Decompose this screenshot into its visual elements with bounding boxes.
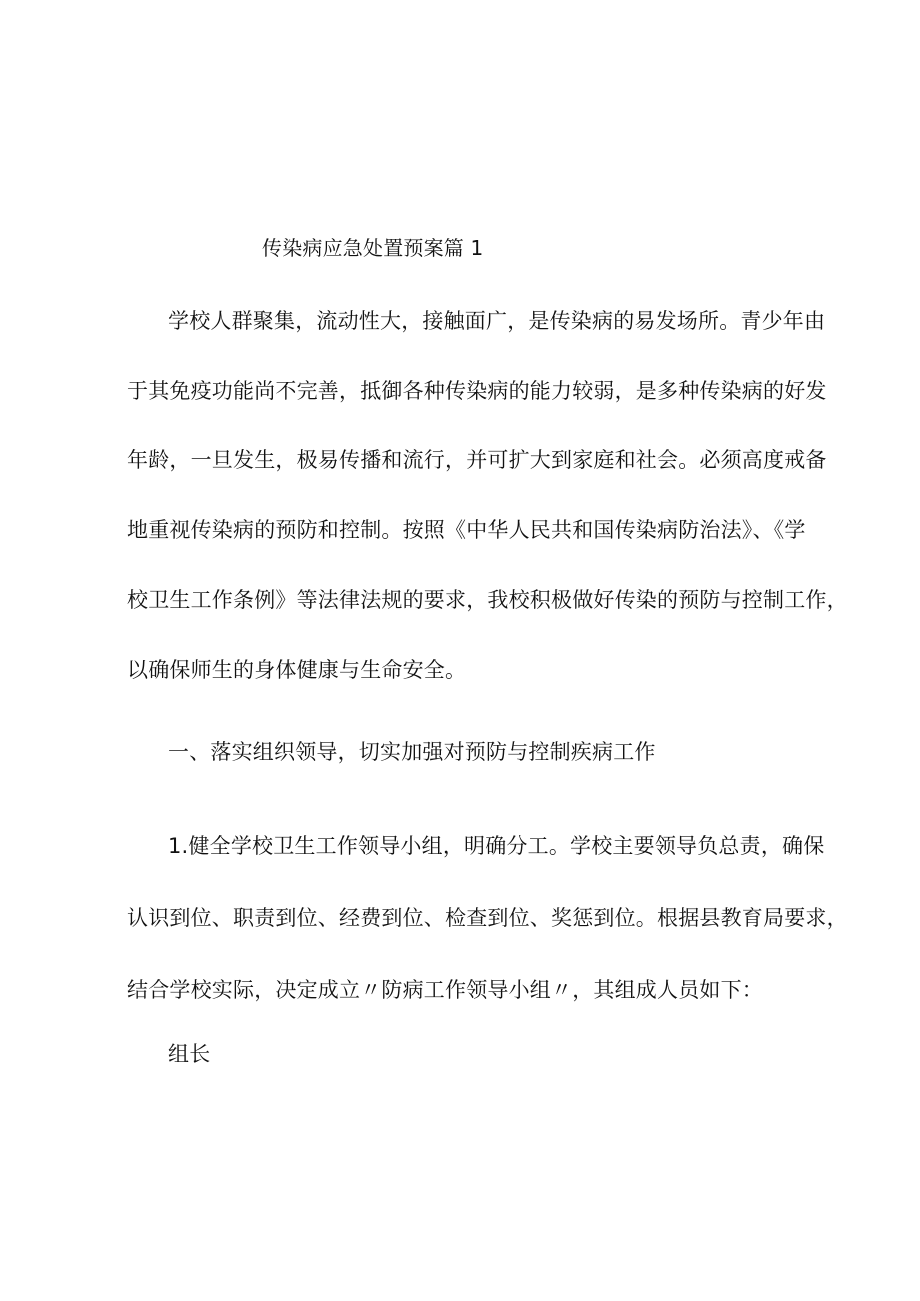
paragraph-2-line-2: 认识到位、职责到位、经费到位、检查到位、奖惩到位。根据县教育局要求， (127, 906, 848, 930)
section-1-heading: 一、落实组织领导，切实加强对预防与控制疾病工作 (168, 740, 656, 764)
paragraph-1-line-1: 学校人群聚集，流动性大，接触面广，是传染病的易发场所。青少年由 (168, 309, 826, 333)
document-title: 传染病应急处置预案篇 1 (262, 236, 484, 260)
paragraph-2-line-1: 1.健全学校卫生工作领导小组，明确分工。学校主要领导负总责，确保 (168, 834, 825, 858)
paragraph-1-line-3: 年龄，一旦发生，极易传播和流行，并可扩大到家庭和社会。必须高度戒备 (127, 448, 827, 472)
paragraph-1-line-4: 地重视传染病的预防和控制。按照《中华人民共和国传染病防治法》、《学 (127, 518, 806, 542)
leader-label: 组长 (168, 1042, 211, 1066)
paragraph-1-line-2: 于其免疫功能尚不完善，抵御各种传染病的能力较弱，是多种传染病的好发 (127, 379, 827, 403)
paragraph-1-line-6: 以确保师生的身体健康与生命安全。 (127, 658, 467, 682)
paragraph-2-line-3: 结合学校实际，决定成立〃防病工作领导小组〃，其组成人员如下： (127, 978, 763, 1002)
paragraph-1-line-5: 校卫生工作条例》等法律法规的要求，我校积极做好传染的预防与控制工作， (127, 588, 848, 612)
